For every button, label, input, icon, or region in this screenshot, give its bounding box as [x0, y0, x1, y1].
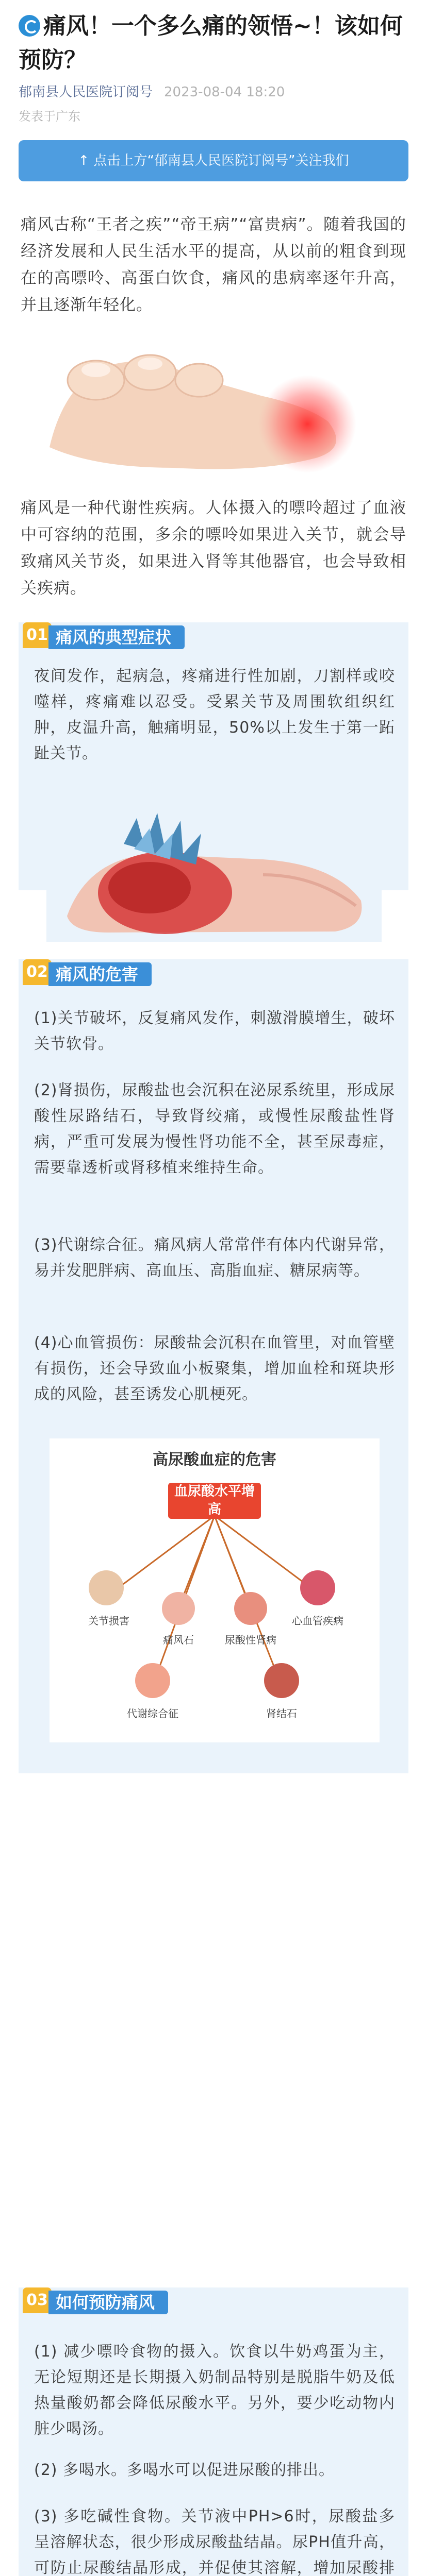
section-paragraph: (4)心血管损伤：尿酸盐会沉积在血管里，对血管壁有损伤，还会导致血小板聚集，增加血栓和斑块形成的风险，甚至诱发心肌梗死。: [34, 1334, 395, 1403]
diagram-item: 尿酸性肾病: [225, 1634, 276, 1646]
logo-icon: [19, 15, 40, 37]
article-title: 痛风！一个多么痛的领悟~！该如何预防？: [19, 13, 403, 73]
diagram-item: 代谢综合征: [127, 1707, 178, 1720]
section-title: 痛风的典型症状: [48, 625, 185, 649]
section-number: 03: [23, 2287, 52, 2313]
article-meta: [19, 81, 285, 100]
diagram-item: 关节损害: [88, 1615, 129, 1627]
diagram-title: 高尿酸血症的危害: [153, 1451, 276, 1469]
section-paragraph: (3) 多吃碱性食物。关节液中PH>6时，尿酸盐多呈溶解状态，很少形成尿酸盐结晶。尿PH值升高，可防止尿酸结晶形成，并促使其溶解，增加尿酸排: [34, 2507, 395, 2576]
section-title: 如何预防痛风: [48, 2291, 168, 2314]
section-paragraph: (2) 多喝水。多喝水可以促进尿酸的排出。: [34, 2461, 335, 2479]
diagram-item: 痛风石: [163, 1634, 194, 1646]
section-paragraph: (1)关节破坏，反复痛风发作，刺激滑膜增生，破坏关节软骨。: [34, 1009, 395, 1053]
section-harms: [19, 959, 408, 1773]
foot-image: [19, 318, 408, 478]
author-link[interactable]: 郁南县人民医院订阅号: [19, 84, 153, 100]
section-paragraph: (2)肾损伤，尿酸盐也会沉积在泌尿系统里，形成尿酸性尿路结石，导致肾绞痛，或慢性尿酸盐性肾病，严重可发展为慢性肾功能不全，甚至尿毒症，需要靠透析或肾移植来维持生命。: [34, 1081, 395, 1177]
section-number: 02: [23, 959, 52, 985]
intro-paragraph-2: 痛风是一种代谢性疾病。人体摄入的嘌呤超过了血液中可容纳的范围，多余的嘌呤如果进入关节，就会导致痛风关节炎，如果进入肾等其他器官，也会导致相关疾病。: [21, 499, 406, 598]
section-number: 01: [23, 622, 52, 648]
publish-date: 2023-08-04 18:20: [164, 84, 285, 100]
section-paragraph: (3)代谢综合征。痛风病人常常伴有体内代谢异常，易并发肥胖病、高血压、高脂血症、糖尿病等。: [34, 1236, 395, 1280]
diagram-center-node: 血尿酸水平增高: [168, 1483, 261, 1519]
diagram-item: 肾结石: [266, 1707, 297, 1720]
diagram-item: 心血管疾病: [292, 1615, 343, 1627]
hyperuricemia-diagram: [50, 1438, 380, 1742]
intro-paragraph-1: 痛风古称“王者之疾”“帝王病”“富贵病”。随着我国的经济发展和人民生活水平的提高，从以前的粗食到现在的高嘌呤、高蛋白饮食，痛风的患病率逐年升高，并且逐渐年轻化。: [21, 215, 406, 314]
gout-foot-illustration: [46, 798, 382, 942]
section-paragraph: (1) 减少嘌呤食物的摄入。饮食以牛奶鸡蛋为主，无论短期还是长期摄入奶制品特别是脱脂牛奶及低热量酸奶都会降低尿酸水平。另外，要少吃动物内脏少喝汤。: [34, 2343, 395, 2438]
section-paragraph: 夜间发作，起病急，疼痛进行性加剧，刀割样或咬噬样，疼痛难以忍受。受累关节及周围软组织红肿，皮温升高，触痛明显，50%以上发生于第一跖趾关节。: [34, 667, 395, 762]
follow-banner[interactable]: ↑ 点击上方“郁南县人民医院订阅号”关注我们: [19, 140, 408, 181]
publish-location: 发表于广东: [19, 109, 80, 124]
section-title: 痛风的危害: [48, 962, 152, 986]
section-prevention: [19, 2287, 408, 2576]
